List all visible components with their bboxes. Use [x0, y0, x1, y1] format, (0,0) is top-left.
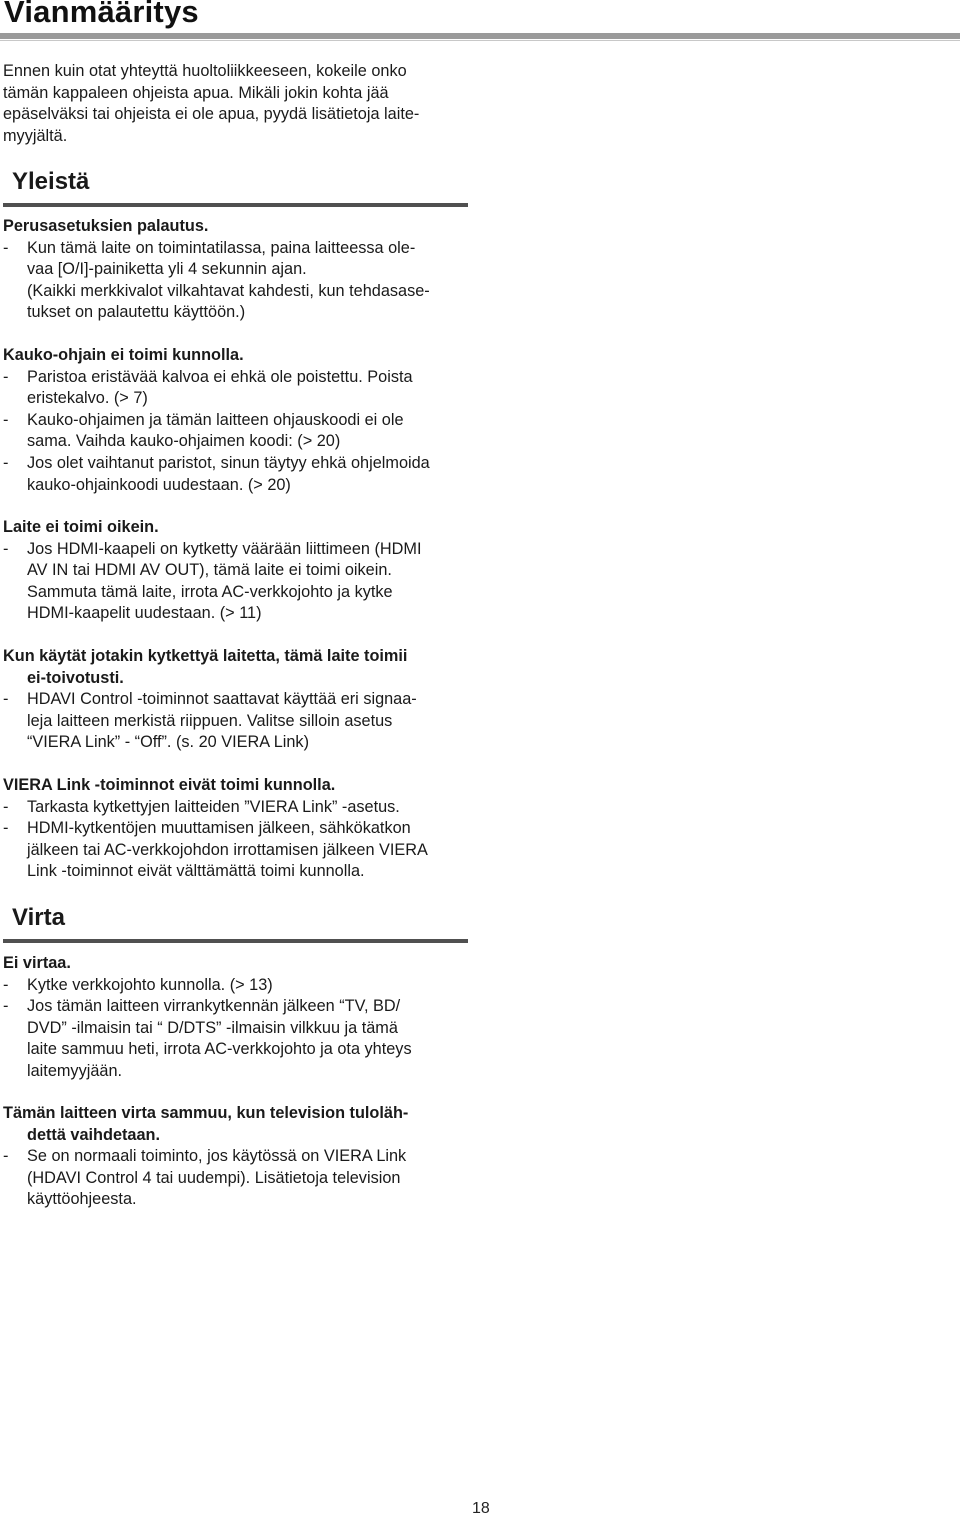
topic-heading-continued: ei-toivotusti. — [27, 668, 124, 687]
topic-tv-input — [3, 1103, 473, 1211]
bullet-dash: - — [3, 410, 9, 429]
bullet-dash: - — [3, 997, 9, 1016]
note-line: (Kaikki merkkivalot vilkahtavat kahdesti, kun tehdasase- — [27, 281, 430, 300]
topic-viera — [3, 775, 473, 883]
item-line: laite sammuu heti, irrota AC-verkkojohto ja ota yhteys — [27, 1040, 412, 1059]
section-rule — [3, 203, 468, 207]
list-item — [3, 539, 473, 625]
intro-paragraph — [3, 61, 473, 147]
item-line: leja laitteen merkistä riippuen. Valitse silloin asetus — [27, 711, 393, 730]
item-line: Tarkasta kytkettyjen laitteiden ”VIERA Link” -asetus. — [27, 797, 400, 816]
topic-heading: Kauko-ohjain ei toimi kunnolla. — [3, 346, 244, 364]
intro-line: tämän kappaleen ohjeista apua. Mikäli jokin kohta jää — [3, 83, 389, 102]
item-line: HDMI-kaapelit uudestaan. (> 11) — [27, 604, 262, 623]
item-line: Jos HDMI-kaapeli on kytketty väärään liittimeen (HDMI — [27, 539, 422, 558]
list-item — [3, 453, 473, 496]
bullet-dash: - — [3, 539, 9, 558]
item-line: kauko-ohjainkoodi uudestaan. (> 20) — [27, 475, 291, 494]
item-line: laitemyyjään. — [27, 1061, 123, 1080]
item-line: Kytke verkkojohto kunnolla. (> 13) — [27, 975, 273, 994]
item-line: Paristoa eristävää kalvoa ei ehkä ole poistettu. Poista — [27, 367, 413, 386]
page-title: Vianmääritys — [4, 0, 199, 29]
bullet-dash: - — [3, 797, 9, 816]
topic-heading: Ei virtaa. — [3, 954, 71, 972]
bullet-dash: - — [3, 453, 9, 472]
topic-heading: Laite ei toimi oikein. — [3, 518, 159, 536]
list-item — [3, 818, 473, 883]
bullet-dash: - — [3, 819, 9, 838]
item-line: Jos tämän laitteen virrankytkennän jälkeen “TV, BD/ — [27, 997, 401, 1016]
section-heading-power: Virta — [12, 904, 65, 931]
list-item — [3, 689, 473, 754]
bullet-dash: - — [3, 975, 9, 994]
item-line: Jos olet vaihtanut paristot, sinun täytyy ehkä ohjelmoida — [27, 453, 430, 472]
topic-heading-continued: dettä vaihdetaan. — [27, 1125, 161, 1144]
topic-reset — [3, 216, 473, 324]
topic-no-power — [3, 953, 473, 1083]
topic-heading: Kun käytät jotakin kytkettyä laitetta, tämä laite toimii — [3, 647, 408, 665]
item-line: Se on normaali toiminto, jos käytössä on VIERA Link — [27, 1147, 407, 1166]
item-line: (HDAVI Control 4 tai uudempi). Lisätietoja television — [27, 1168, 401, 1187]
item-line: Link -toiminnot eivät välttämättä toimi kunnolla. — [27, 862, 365, 881]
item-line: DVD” -ilmaisin tai “ D/DTS” -ilmaisin vilkkuu ja tämä — [27, 1018, 398, 1037]
item-line: HDAVI Control -toiminnot saattavat käyttää eri signaa- — [27, 690, 417, 709]
item-line: HDMI-kytkentöjen muuttamisen jälkeen, sähkökatkon — [27, 819, 411, 838]
topic-heading: Tämän laitteen virta sammuu, kun television tuloläh- — [3, 1104, 409, 1122]
item-line: vaa [O/I]-painiketta yli 4 sekunnin ajan. — [27, 260, 307, 279]
item-line: AV IN tai HDMI AV OUT), tämä laite ei toimi oikein. — [27, 561, 392, 580]
topic-heading: VIERA Link -toiminnot eivät toimi kunnolla. — [3, 776, 336, 794]
section-heading-general: Yleistä — [12, 168, 90, 195]
list-item — [3, 1146, 473, 1211]
bullet-dash: - — [3, 1147, 9, 1166]
item-line: “VIERA Link” - “Off”. (s. 20 VIERA Link) — [27, 733, 309, 752]
bullet-dash: - — [3, 238, 9, 257]
topic-heading: Perusasetuksien palautus. — [3, 217, 209, 235]
intro-line: epäselväksi tai ohjeista ei ole apua, pyydä lisätietoja laite- — [3, 105, 420, 124]
item-line: Kauko-ohjaimen ja tämän laitteen ohjauskoodi ei ole — [27, 410, 404, 429]
list-item — [3, 238, 473, 281]
topic-connected — [3, 646, 473, 754]
topic-device — [3, 517, 473, 625]
section-rule — [3, 939, 468, 943]
page-number: 18 — [472, 1500, 490, 1517]
item-line: Sammuta tämä laite, irrota AC-verkkojohto ja kytke — [27, 582, 393, 601]
item-line: käyttöohjeesta. — [27, 1190, 137, 1209]
item-line: sama. Vaihda kauko-ohjaimen koodi: (> 20) — [27, 432, 341, 451]
intro-line: myyjältä. — [3, 126, 68, 145]
item-line: Kun tämä laite on toimintatilassa, paina laitteessa ole- — [27, 238, 416, 257]
intro-line: Ennen kuin otat yhteyttä huoltoliikkeeseen, kokeile onko — [3, 62, 407, 80]
item-line: eristekalvo. (> 7) — [27, 389, 148, 408]
title-rule-thin — [0, 40, 960, 41]
item-line: jälkeen tai AC-verkkojohdon irrottamisen jälkeen VIERA — [27, 840, 428, 859]
topic-remote — [3, 345, 473, 496]
list-item — [3, 797, 473, 819]
list-item — [3, 975, 473, 997]
list-item — [3, 410, 473, 453]
title-rule — [0, 33, 960, 39]
list-item — [3, 996, 473, 1082]
note-line: tukset on palautettu käyttöön.) — [27, 303, 246, 322]
list-item — [3, 367, 473, 410]
bullet-dash: - — [3, 690, 9, 709]
bullet-dash: - — [3, 367, 9, 386]
